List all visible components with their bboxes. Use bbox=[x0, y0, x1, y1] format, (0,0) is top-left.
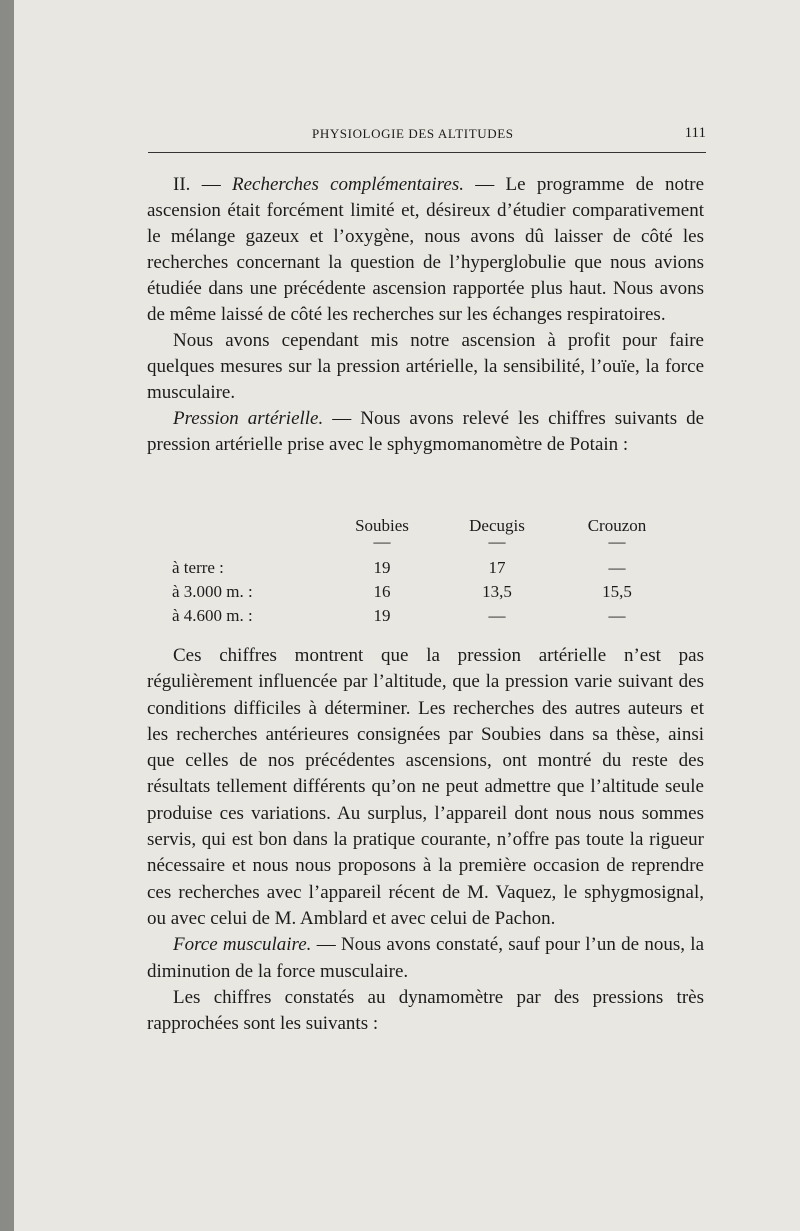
subsection-title: Force musculaire. bbox=[173, 934, 312, 956]
column-header: Soubies bbox=[355, 516, 409, 535]
paragraph-recherches bbox=[147, 172, 704, 328]
table-row bbox=[172, 606, 692, 630]
paragraph-text: Ces chiffres montrent que la pression artérielle n’est pas régulièrement influencée par l’altitude, que la pression varie suivant des conditions difficiles à déterminer. Les recherches des autres auteurs et les recherches antérieures consignées par Soubies dans sa thèse, ainsi que celles de nos précédentes ascensions, ont montré du reste des résultats tellement différents qu’on ne peut admettre que l’altitude seule produise ces variations. Au surplus, l’appareil dont nous nous sommes servis, qui est bon dans la pratique courante, n’offre pas toute la rigueur nécessaire et nous nous proposons à la première occasion de reprendre ces recherches avec l’appareil récent de M. Vaquez, le sphygmosignal, ou avec celui de M. Amblard et avec celui de Pachon. bbox=[147, 645, 704, 929]
pressure-table bbox=[172, 516, 692, 630]
paragraph-text: Les chiffres constatés au dynamomètre par des pressions très rapprochées sont les suivants : bbox=[147, 986, 704, 1035]
paragraph-text: — Nous avons relevé les chiffres suivants de pression artérielle prise avec le sphygmomanomètre de Potain : bbox=[147, 408, 705, 455]
row-label: à 4.600 m. : bbox=[172, 606, 253, 625]
page-header bbox=[146, 126, 706, 148]
row-label: à 3.000 m. : bbox=[172, 582, 253, 601]
table-row bbox=[172, 582, 692, 606]
page-number: 111 bbox=[684, 125, 706, 141]
column-header: Crouzon bbox=[587, 516, 647, 535]
table-cell: — bbox=[608, 558, 626, 577]
paragraph-mesures bbox=[147, 328, 704, 406]
paragraph-text: Nous avons cependant mis notre ascension à profit pour faire quelques mesures sur la pression artérielle, la sensibilité, l’ouïe, la force musculaire. bbox=[147, 330, 704, 403]
paragraph-text: — Le programme de notre ascension était forcément limité et, désireux d’étudier comparativement le mélange gazeux et l’oxygène, nous avons dû laisser de côté les recherches concernant la question de l’hyperglobulie que nous avions étudiée dans une précédente ascension rapportée plus haut. Nous avons de même laissé de côté les recherches sur les échanges respiratoires. bbox=[147, 174, 705, 325]
paragraph-force bbox=[147, 932, 704, 985]
table-row bbox=[172, 558, 692, 582]
table-cell: 17 bbox=[488, 558, 506, 577]
header-rule bbox=[148, 152, 706, 153]
table-cell: 19 bbox=[373, 558, 391, 577]
paragraph-chiffres bbox=[147, 643, 704, 932]
book-page bbox=[14, 0, 800, 1231]
table-cell: — bbox=[608, 606, 626, 625]
row-label: à terre : bbox=[172, 558, 224, 577]
column-header: Decugis bbox=[469, 516, 525, 535]
header-dash: — bbox=[373, 532, 391, 551]
table-cell: 13,5 bbox=[482, 582, 512, 601]
body-text-top bbox=[147, 172, 704, 458]
header-dash: — bbox=[488, 532, 506, 551]
table-cell: — bbox=[488, 606, 506, 625]
body-text-bottom bbox=[147, 643, 704, 1037]
paragraph-text: — Nous avons constaté, sauf pour l’un de nous, la diminution de la force musculaire. bbox=[147, 934, 704, 982]
paragraph-pression bbox=[147, 406, 704, 458]
table-cell: 16 bbox=[373, 582, 391, 601]
table-cell: 15,5 bbox=[602, 582, 632, 601]
section-number: II. — bbox=[173, 174, 232, 195]
subsection-title: Pression artérielle. bbox=[173, 408, 324, 429]
paragraph-dynamometre bbox=[147, 985, 704, 1038]
table-dash-row bbox=[172, 532, 692, 558]
header-dash: — bbox=[608, 532, 626, 551]
section-title: Recherches complémentaires. bbox=[231, 174, 464, 195]
running-head: PHYSIOLOGIE DES ALTITUDES bbox=[312, 126, 514, 141]
table-cell: 19 bbox=[373, 606, 391, 625]
